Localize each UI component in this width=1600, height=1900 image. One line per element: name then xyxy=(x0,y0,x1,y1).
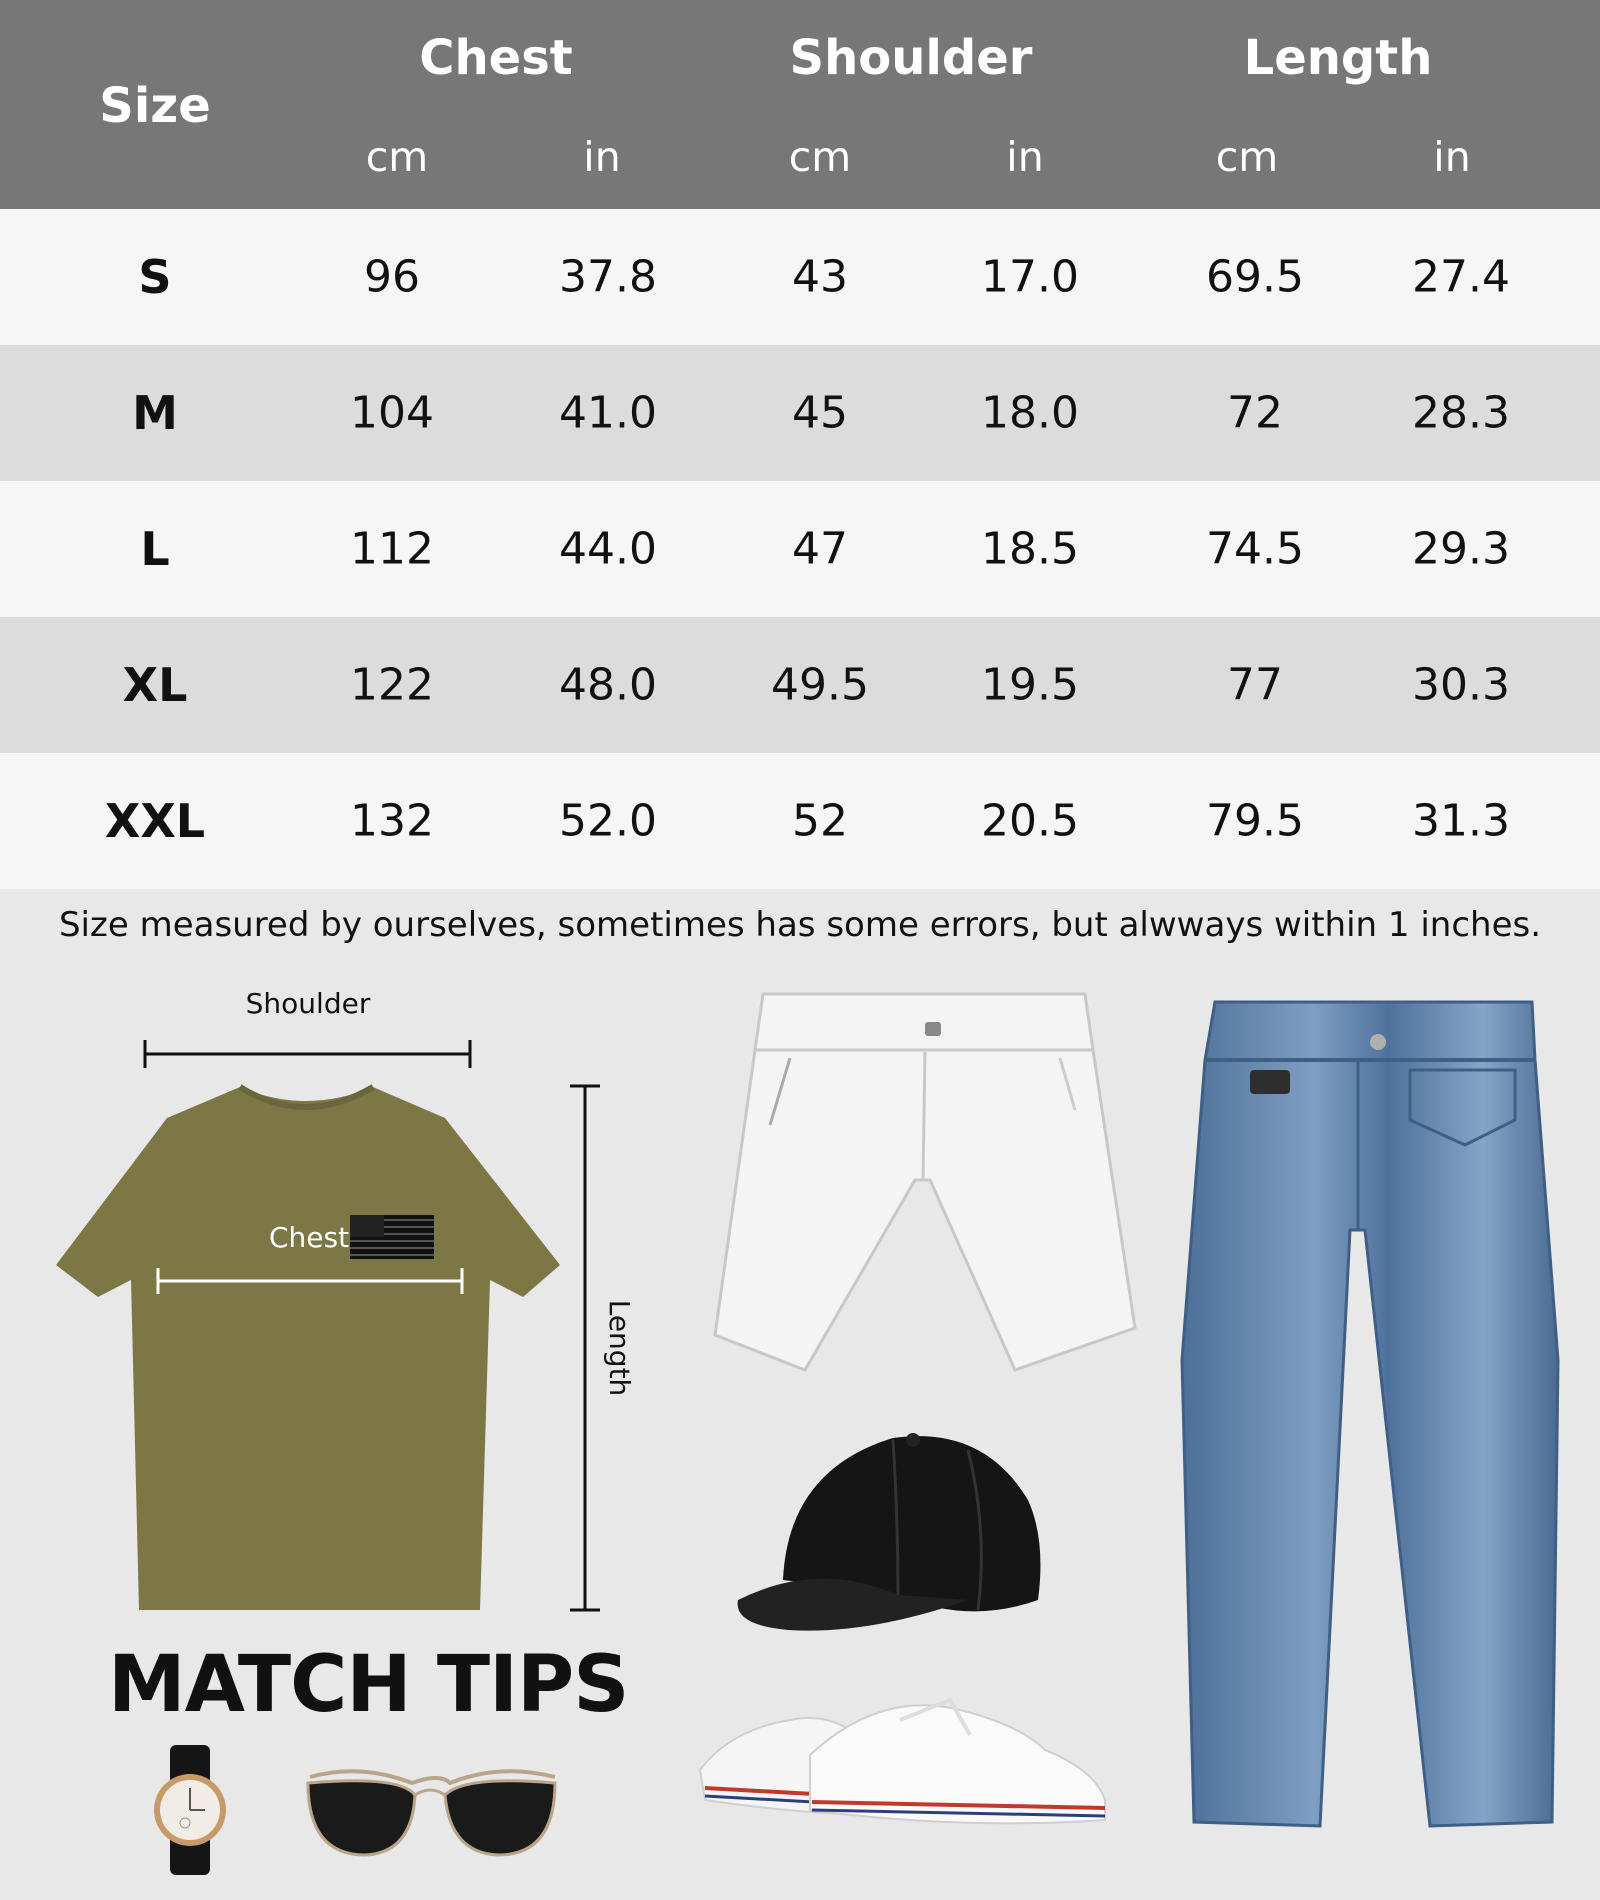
length-cm-cell: 79.5 xyxy=(1206,795,1304,847)
chest-cm-cell: 132 xyxy=(350,795,434,847)
blue-jeans-image xyxy=(1180,1000,1540,1840)
length-column-header: Length xyxy=(1243,30,1433,86)
shoulder-in-header: in xyxy=(1006,133,1044,181)
chest-in-cell: 52.0 xyxy=(559,795,657,847)
chest-in-cell: 37.8 xyxy=(559,251,657,303)
table-row xyxy=(0,753,1600,889)
size-cell: M xyxy=(132,386,178,440)
shoulder-in-cell: 19.5 xyxy=(981,659,1079,711)
us-flag-icon xyxy=(350,1215,434,1259)
size-cell: XXL xyxy=(104,794,206,848)
tshirt-diagram xyxy=(50,987,650,1630)
length-cm-cell: 74.5 xyxy=(1206,523,1304,575)
chest-cm-cell: 112 xyxy=(350,523,434,575)
olive-tshirt-image xyxy=(56,1087,560,1610)
shoulder-cm-cell: 47 xyxy=(792,523,848,575)
length-cm-cell: 72 xyxy=(1227,387,1283,439)
size-cell: L xyxy=(140,522,170,576)
length-in-cell: 27.4 xyxy=(1412,251,1510,303)
table-row xyxy=(0,617,1600,753)
chest-column-header: Chest xyxy=(419,30,573,86)
shoulder-cm-cell: 45 xyxy=(792,387,848,439)
length-in-cell: 31.3 xyxy=(1412,795,1510,847)
wristwatch-image xyxy=(145,1745,235,1875)
shoulder-cm-header: cm xyxy=(788,133,852,181)
shoulder-measure-line xyxy=(145,1040,470,1068)
white-shorts-image xyxy=(715,990,1135,1390)
chest-in-cell: 48.0 xyxy=(559,659,657,711)
table-row xyxy=(0,345,1600,481)
shoulder-cm-cell: 49.5 xyxy=(771,659,869,711)
length-in-cell: 28.3 xyxy=(1412,387,1510,439)
size-column-header: Size xyxy=(99,78,211,134)
length-in-cell: 29.3 xyxy=(1412,523,1510,575)
black-cap-image xyxy=(728,1430,1058,1640)
shoulder-column-header: Shoulder xyxy=(789,30,1033,86)
chest-cm-cell: 122 xyxy=(350,659,434,711)
measurement-note: Size measured by ourselves, sometimes has some errors, but alwways within 1 inches. xyxy=(58,905,1542,945)
length-cm-cell: 77 xyxy=(1227,659,1283,711)
size-cell: S xyxy=(138,250,172,304)
chest-in-header: in xyxy=(583,133,621,181)
shoulder-in-cell: 18.5 xyxy=(981,523,1079,575)
chest-diagram-label: Chest xyxy=(268,1221,350,1254)
length-cm-header: cm xyxy=(1215,133,1279,181)
length-measure-line xyxy=(570,1086,600,1610)
sunglasses-image xyxy=(300,1755,560,1865)
shoulder-diagram-label: Shoulder xyxy=(245,987,371,1020)
shoulder-cm-cell: 52 xyxy=(792,795,848,847)
white-sneakers-image xyxy=(700,1690,1120,1830)
length-diagram-label: Length xyxy=(603,1299,636,1397)
shoulder-in-cell: 20.5 xyxy=(981,795,1079,847)
chest-in-cell: 41.0 xyxy=(559,387,657,439)
table-row xyxy=(0,481,1600,617)
size-cell: XL xyxy=(122,658,188,712)
shoulder-cm-cell: 43 xyxy=(792,251,848,303)
table-row xyxy=(0,209,1600,345)
length-in-cell: 30.3 xyxy=(1412,659,1510,711)
chest-in-cell: 44.0 xyxy=(559,523,657,575)
length-cm-cell: 69.5 xyxy=(1206,251,1304,303)
chest-cm-header: cm xyxy=(365,133,429,181)
shoulder-in-cell: 18.0 xyxy=(981,387,1079,439)
length-in-header: in xyxy=(1433,133,1471,181)
shoulder-in-cell: 17.0 xyxy=(981,251,1079,303)
size-table-header xyxy=(0,0,1600,209)
match-tips-heading: MATCH TIPS xyxy=(108,1640,629,1730)
chest-cm-cell: 104 xyxy=(350,387,434,439)
chest-cm-cell: 96 xyxy=(364,251,420,303)
